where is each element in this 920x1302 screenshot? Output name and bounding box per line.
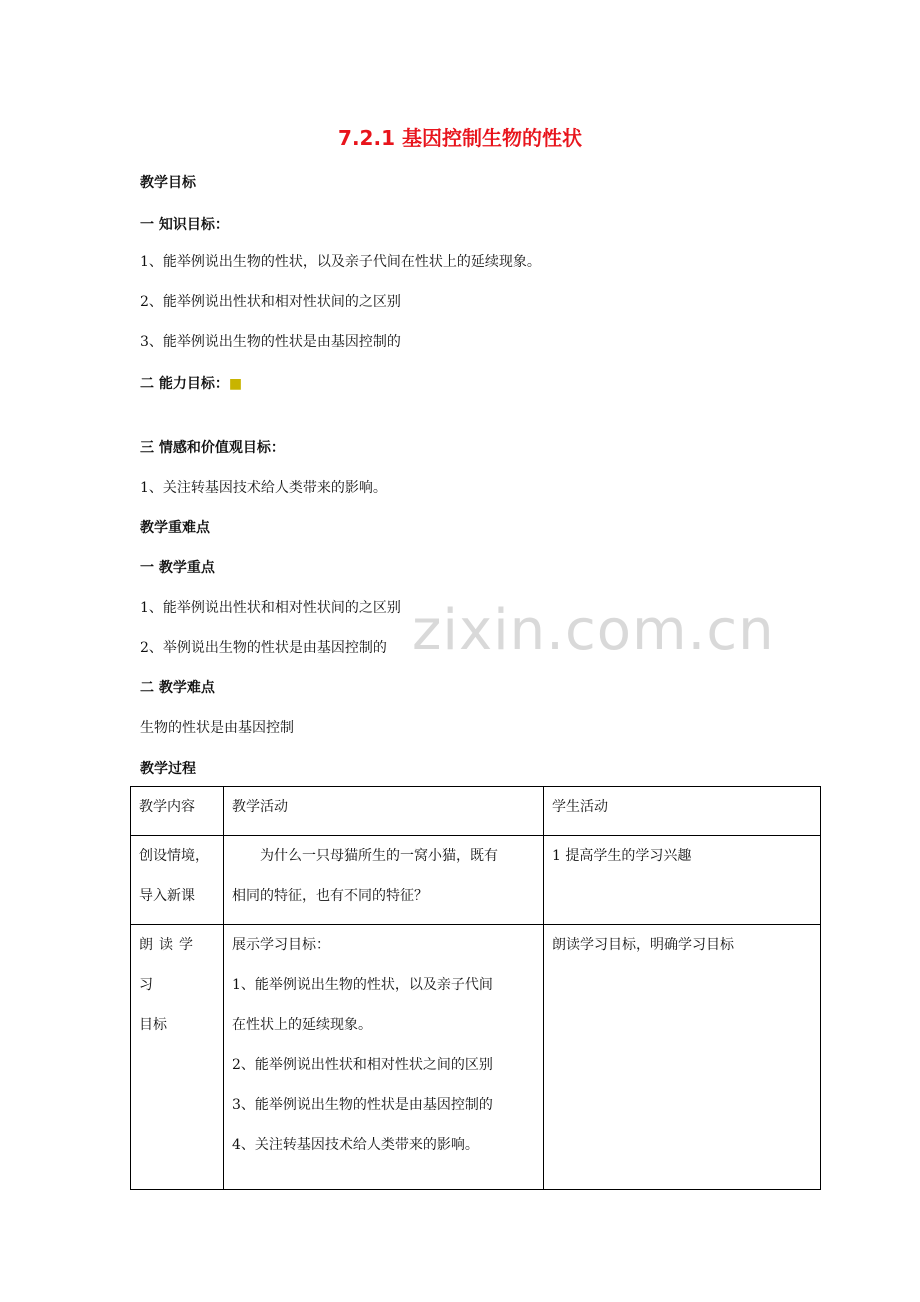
cell-line: 相同的特征，也有不同的特征？ [232, 888, 428, 904]
process-heading: 教学过程 [140, 761, 196, 777]
goals-heading: 教学目标 [140, 175, 196, 191]
cell-line: 展示学习目标： [232, 937, 330, 953]
cell-line: 导入新课 [139, 888, 195, 904]
key-difficult-heading: 教学重难点 [140, 520, 210, 536]
table-cell-content [131, 836, 224, 925]
table-header-cell [131, 787, 224, 836]
knowledge-item: 2、能举例说出性状和相对性状间的之区别 [140, 294, 401, 310]
difficult-heading: 二 教学难点 [140, 680, 215, 696]
difficult-text: 生物的性状是由基因控制 [140, 720, 294, 736]
table-header-cell [224, 787, 544, 836]
table-cell-activity [224, 925, 544, 1190]
dot-mark: ■ [228, 376, 243, 392]
cell-line: 朗读学习目标，明确学习目标 [552, 937, 734, 953]
cell-line: 为什么一只母猫所生的一窝小猫，既有 [260, 848, 498, 864]
knowledge-item: 3、能举例说出生物的性状是由基因控制的 [140, 334, 401, 350]
table-header-cell [544, 787, 821, 836]
cell-line: 创设情境， [139, 848, 209, 864]
cell-line: 2、能举例说出性状和相对性状之间的区别 [232, 1057, 493, 1073]
cell-line: 3、能举例说出生物的性状是由基因控制的 [232, 1097, 493, 1113]
page-title: 7.2.1 基因控制生物的性状 [338, 126, 582, 150]
knowledge-item: 1、能举例说出生物的性状，以及亲子代间在性状上的延续现象。 [140, 254, 541, 270]
key-item: 1、能举例说出性状和相对性状间的之区别 [140, 600, 401, 616]
emotion-item: 1、关注转基因技术给人类带来的影响。 [140, 480, 387, 496]
cell-line: 在性状上的延续现象。 [232, 1017, 372, 1033]
header-label: 教学活动 [232, 799, 288, 815]
table-cell-student [544, 925, 821, 1190]
watermark: zixin.com.cn [412, 598, 775, 663]
table-row [131, 836, 821, 925]
key-heading: 一 教学重点 [140, 560, 215, 576]
cell-line: 目标 [139, 1017, 167, 1033]
ability-heading-text: 二 能力目标： [140, 376, 229, 392]
cell-line: 4、关注转基因技术给人类带来的影响。 [232, 1137, 479, 1153]
table-cell-content [131, 925, 224, 1190]
knowledge-heading: 一 知识目标： [140, 217, 229, 233]
table-cell-activity [224, 836, 544, 925]
header-label: 学生活动 [552, 799, 608, 815]
table-header-row [131, 787, 821, 836]
table-cell-student [544, 836, 821, 925]
ability-heading [140, 373, 242, 393]
emotion-heading: 三 情感和价值观目标： [140, 440, 285, 456]
cell-line: 朗读学习 [139, 937, 199, 993]
header-label: 教学内容 [139, 799, 195, 815]
cell-line: 1、能举例说出生物的性状，以及亲子代间 [232, 977, 493, 993]
table-row [131, 925, 821, 1190]
key-item: 2、举例说出生物的性状是由基因控制的 [140, 640, 387, 656]
lesson-table [130, 786, 821, 1190]
cell-line: 1 提高学生的学习兴趣 [552, 848, 692, 864]
